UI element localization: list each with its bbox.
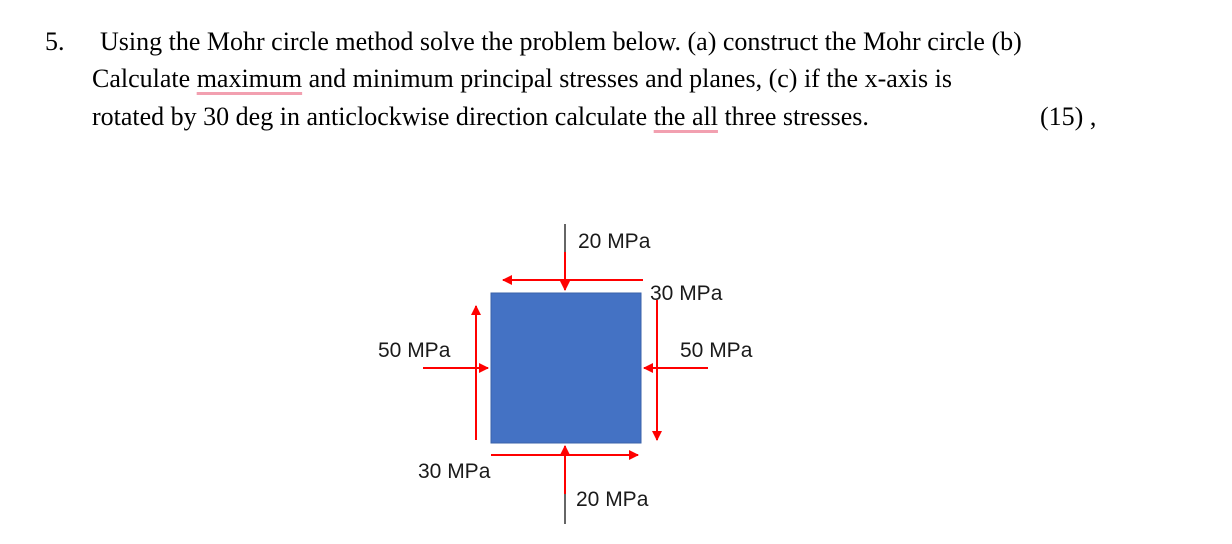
spellcheck-flagged-word: maximum: [196, 64, 303, 93]
label-right-normal-stress: 50 MPa: [680, 339, 753, 362]
spellcheck-flagged-phrase: the all: [653, 102, 718, 131]
label-shear-stress-top-right: 30 MPa: [650, 282, 723, 305]
question-line-3-end: three stresses.: [717, 102, 869, 131]
question-line-2-start: Calculate: [92, 64, 197, 93]
stress-element: [491, 293, 641, 443]
question-number: 5.: [45, 27, 65, 56]
question-line-1: Using the Mohr circle method solve the problem below. (a) construct the Mohr circle (b): [100, 27, 1022, 56]
question-line-3-start: rotated by 30 deg in anticlockwise direction calculate: [92, 102, 654, 131]
label-bottom-normal-stress: 20 MPa: [576, 488, 649, 511]
label-top-normal-stress: 20 MPa: [578, 230, 651, 253]
label-left-normal-stress: 50 MPa: [378, 339, 451, 362]
label-shear-stress-bottom-left: 30 MPa: [418, 460, 491, 483]
question-marks: (15) ,: [1040, 102, 1097, 131]
question-line-2-end: and minimum principal stresses and planes, (c) if the x-axis is: [302, 64, 952, 93]
